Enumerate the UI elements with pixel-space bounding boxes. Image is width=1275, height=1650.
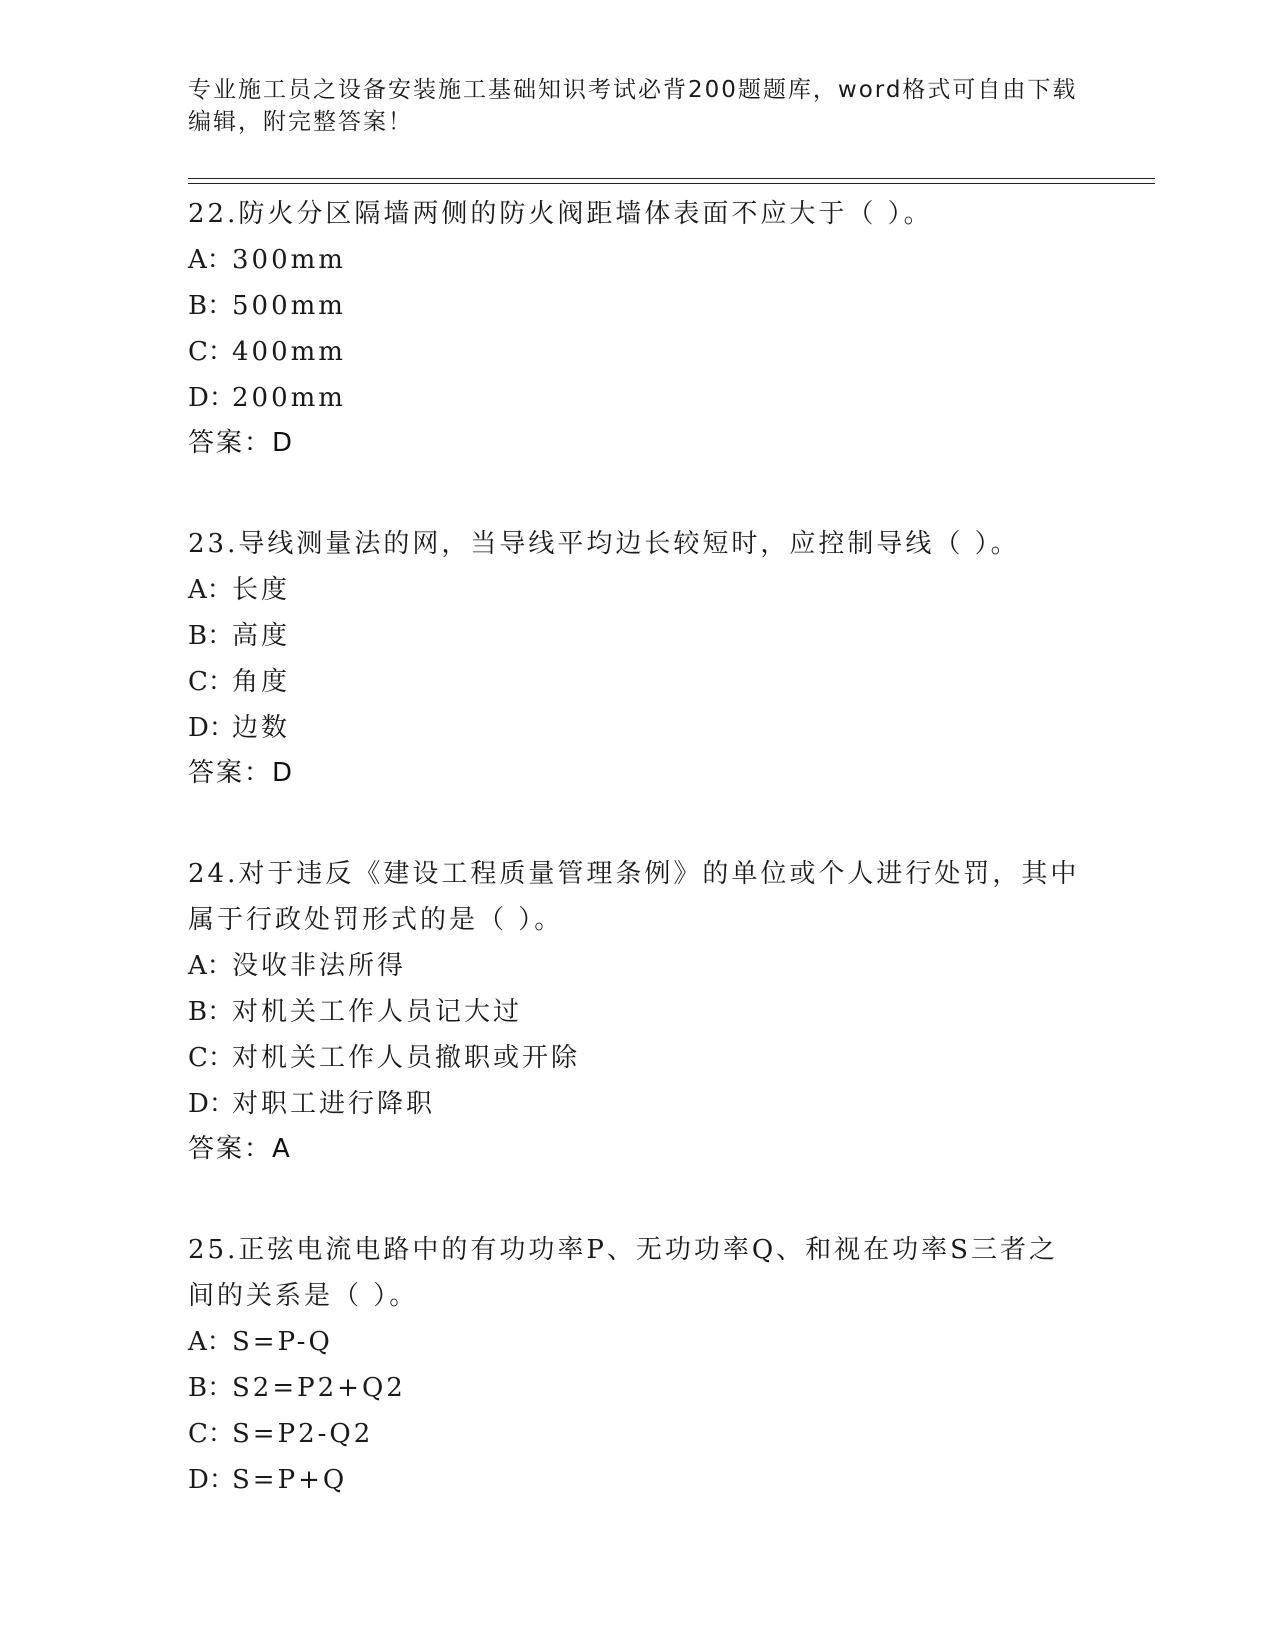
question-25 bbox=[188, 1227, 1088, 1503]
option-b bbox=[188, 1365, 1088, 1411]
answer-line bbox=[188, 751, 1088, 795]
question-stem: 23.导线测量法的网，当导线平均边长较短时，应控制导线（ ）。 bbox=[188, 529, 1020, 559]
question-spacer bbox=[188, 795, 1088, 851]
option-letter: D： bbox=[188, 1089, 235, 1119]
option-text: 边数 bbox=[232, 713, 291, 743]
question-stem: 22.防火分区隔墙两侧的防火阀距墙体表面不应大于（ ）。 bbox=[188, 199, 933, 229]
option-text: 高度 bbox=[232, 621, 291, 651]
option-c bbox=[188, 1411, 1088, 1457]
header-line-1: 专业施工员之设备安装施工基础知识考试必背200题题库，word格式可自由下载 bbox=[188, 77, 1078, 103]
option-letter: D： bbox=[188, 383, 235, 413]
answer-label: 答案： bbox=[188, 428, 273, 458]
question-spacer bbox=[188, 1171, 1088, 1227]
header-divider-top bbox=[188, 178, 1155, 179]
option-letter: B： bbox=[188, 291, 234, 321]
option-letter: C： bbox=[188, 1043, 234, 1073]
option-d bbox=[188, 705, 1088, 751]
option-d bbox=[188, 1457, 1088, 1503]
option-text: S2=P2+Q2 bbox=[232, 1373, 406, 1403]
question-stem: 25.正弦电流电路中的有功功率P、无功功率Q、和视在功率S三者之 bbox=[188, 1235, 1058, 1265]
answer-value: D bbox=[272, 758, 293, 788]
document-header bbox=[188, 74, 1088, 138]
option-letter: B： bbox=[188, 1373, 234, 1403]
header-line-2: 编辑，附完整答案！ bbox=[188, 109, 413, 135]
option-d bbox=[188, 375, 1088, 421]
answer-label: 答案： bbox=[188, 1134, 273, 1164]
option-text: 对机关工作人员撤职或开除 bbox=[232, 1043, 581, 1073]
option-text: 没收非法所得 bbox=[232, 951, 407, 981]
option-text: S=P+Q bbox=[232, 1465, 348, 1495]
option-letter: C： bbox=[188, 1419, 234, 1449]
question-24 bbox=[188, 851, 1088, 1171]
option-letter: C： bbox=[188, 337, 234, 367]
option-text: 200mm bbox=[232, 383, 346, 413]
option-c bbox=[188, 329, 1088, 375]
option-letter: A： bbox=[188, 575, 233, 605]
option-a bbox=[188, 1319, 1088, 1365]
option-c bbox=[188, 659, 1088, 705]
option-b bbox=[188, 613, 1088, 659]
question-spacer bbox=[188, 465, 1088, 521]
option-a bbox=[188, 237, 1088, 283]
question-23 bbox=[188, 521, 1088, 795]
option-text: 对机关工作人员记大过 bbox=[232, 997, 523, 1027]
option-letter: B： bbox=[188, 997, 234, 1027]
question-stem-continued: 属于行政处罚形式的是（ ）。 bbox=[188, 905, 564, 935]
answer-value: D bbox=[272, 428, 293, 458]
option-letter: A： bbox=[188, 951, 233, 981]
option-letter: A： bbox=[188, 1327, 233, 1357]
option-d bbox=[188, 1081, 1088, 1127]
option-text: 长度 bbox=[232, 575, 291, 605]
option-text: S=P-Q bbox=[232, 1327, 333, 1357]
option-b bbox=[188, 283, 1088, 329]
option-letter: D： bbox=[188, 713, 235, 743]
option-text: 300mm bbox=[232, 245, 346, 275]
option-c bbox=[188, 1035, 1088, 1081]
option-text: 400mm bbox=[232, 337, 346, 367]
option-text: S=P2-Q2 bbox=[232, 1419, 374, 1449]
answer-label: 答案： bbox=[188, 758, 273, 788]
option-text: 500mm bbox=[232, 291, 346, 321]
option-text: 角度 bbox=[232, 667, 291, 697]
question-stem-continued: 间的关系是（ ）。 bbox=[188, 1281, 419, 1311]
question-list bbox=[188, 191, 1088, 1503]
option-text: 对职工进行降职 bbox=[232, 1089, 436, 1119]
option-b bbox=[188, 989, 1088, 1035]
option-a bbox=[188, 567, 1088, 613]
option-letter: D： bbox=[188, 1465, 235, 1495]
answer-line bbox=[188, 1127, 1088, 1171]
question-stem: 24.对于违反《建设工程质量管理条例》的单位或个人进行处罚，其中 bbox=[188, 859, 1080, 889]
option-letter: C： bbox=[188, 667, 234, 697]
answer-line bbox=[188, 421, 1088, 465]
header-divider-bottom bbox=[188, 183, 1155, 184]
option-a bbox=[188, 943, 1088, 989]
option-letter: A： bbox=[188, 245, 233, 275]
option-letter: B： bbox=[188, 621, 234, 651]
answer-value: A bbox=[272, 1134, 290, 1164]
question-22 bbox=[188, 191, 1088, 465]
